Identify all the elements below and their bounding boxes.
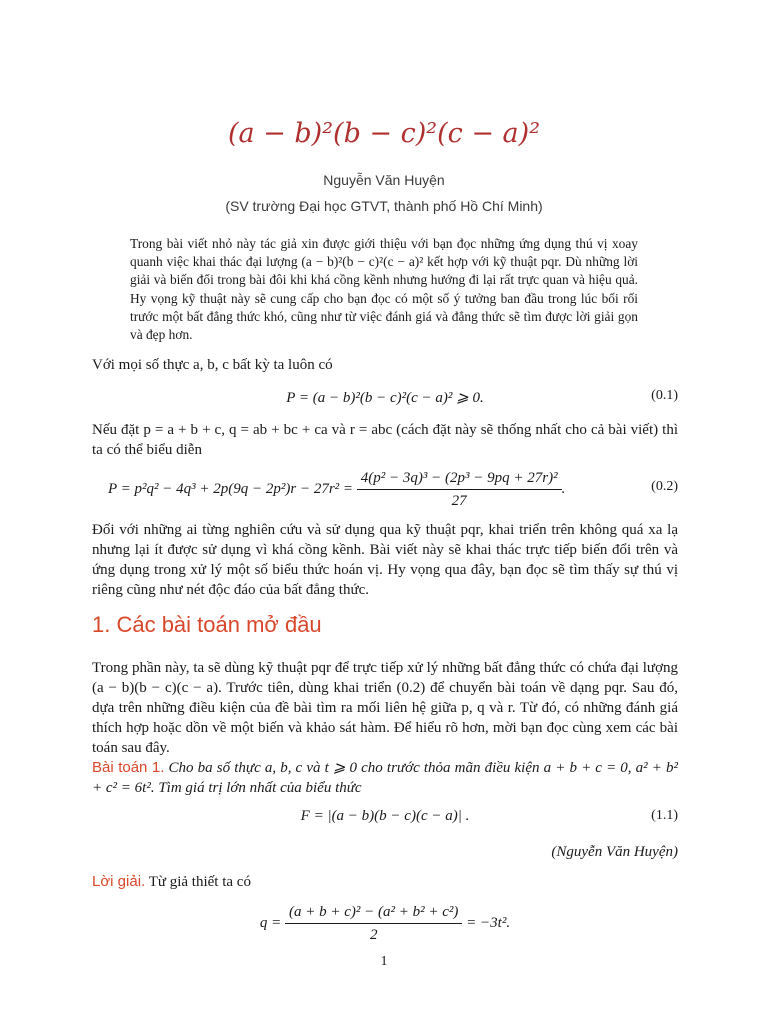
equation-q-numerator: (a + b + c)² − (a² + b² + c²) — [285, 903, 462, 924]
equation-0-2-numerator: 4(p² − 3q)³ − (2p³ − 9pq + 27r)² — [357, 469, 562, 490]
equation-q-denominator: 2 — [369, 927, 378, 944]
author-affiliation: (SV trường Đại học GTVT, thành phố Hồ Chí Minh) — [225, 198, 543, 214]
equation-0-1-number: (0.1) — [651, 388, 678, 403]
equation-0-1 — [92, 388, 678, 408]
author-name: Nguyễn Văn Huyện — [323, 172, 445, 188]
paragraph-overview: Đối với những ai từng nghiên cứu và sử dụng qua kỹ thuật pqr, khai triển trên không quá xa lạ nhưng lại ít được sử dụng vì khá cồng kềnh. Bài viết này sẽ khai thác trực tiếp biến đổi trên và ứng dụng trong xử lý một số biểu thức hoán vị. Hy vọng qua đây, bạn đọc sẽ tìm thấy sự thú vị riêng cũng như nét độc đáo của bất đẳng thức. — [92, 522, 678, 598]
equation-0-2-tail: . — [561, 481, 566, 497]
equation-q-tail: = −3t². — [466, 915, 511, 931]
attribution: (Nguyễn Văn Huyện) — [551, 844, 678, 860]
solution-text: Từ giả thiết ta có — [148, 874, 251, 890]
solution-label: Lời giải. — [92, 873, 146, 890]
equation-q-body — [92, 900, 678, 946]
equation-1-1-expr: F = |(a − b)(b − c)(c − a)| . — [300, 808, 470, 824]
section-heading: 1. Các bài toán mở đầu — [92, 612, 322, 637]
intro-line: Với mọi số thực a, b, c bất kỳ ta luôn có — [92, 357, 333, 373]
equation-0-2-left: P = p²q² − 4q³ + 2p(9q − 2p²)r − 27r² = — [108, 481, 354, 497]
equation-q — [92, 900, 678, 946]
equation-0-1-expr: P = (a − b)²(b − c)²(c − a)² ⩾ 0. — [286, 390, 484, 406]
solution-intro — [92, 872, 678, 892]
equation-0-2-body — [108, 466, 565, 512]
equation-1-1-number: (1.1) — [651, 808, 678, 823]
equation-q-fraction — [285, 903, 462, 944]
equation-1-1 — [92, 808, 678, 828]
equation-0-2-denominator: 27 — [451, 493, 467, 510]
equation-q-left: q = — [259, 915, 282, 931]
paper-title: (a − b)²(b − c)²(c − a)² — [227, 118, 541, 149]
equation-0-2 — [92, 466, 678, 512]
equation-0-2-number: (0.2) — [651, 479, 678, 494]
paragraph-section-intro: Trong phần này, ta sẽ dùng kỹ thuật pqr để trực tiếp xử lý những bất đẳng thức có chứa đại lượng (a − b)(b − c)(c − a). Trước tiên, dùng khai triển (0.2) để chuyển bài toán về dạng pqr. Sau đó, dựa trên những điều kiện của đề bài tìm ra mối liên hệ giữa p, q và r. Từ đó, có những đánh giá thích hợp hoặc dồn về một biến và khảo sát hàm. Để hiểu rõ hơn, mời bạn đọc cùng xem các bài toán sau đây. — [92, 660, 678, 756]
paragraph-pqr-definition: Nếu đặt p = a + b + c, q = ab + bc + ca và r = abc (cách đặt này sẽ thống nhất cho cả bài viết) thì ta có thể biểu diễn — [92, 422, 678, 458]
problem-1 — [92, 758, 678, 798]
equation-0-2-fraction — [357, 469, 562, 510]
abstract: Trong bài viết nhỏ này tác giả xin được giới thiệu với bạn đọc những ứng dụng thú vị xoay quanh việc khai thác đại lượng (a − b)²(b − c)²(c − a)² kết hợp với kỹ thuật pqr. Dù những lời giải và biến đổi trong bài đôi khi khá cồng kềnh nhưng hướng đi lại rất trực quan và hiệu quả. Hy vọng kỹ thuật này sẽ cung cấp cho bạn đọc có một số ý tưởng ban đầu trong lúc bối rối trước một bất đẳng thức khó, cũng như từ việc đánh giá và đẳng thức sẽ tìm được lời giải gọn và đẹp hơn. — [130, 236, 638, 343]
problem-1-text: Cho ba số thực a, b, c và t ⩾ 0 cho trước thỏa mãn điều kiện a + b + c = 0, a² + b² + c² = 6t². Tìm giá trị lớn nhất của biểu thức — [92, 760, 678, 796]
page-number: 1 — [380, 954, 388, 969]
problem-1-label: Bài toán 1. — [92, 759, 165, 776]
